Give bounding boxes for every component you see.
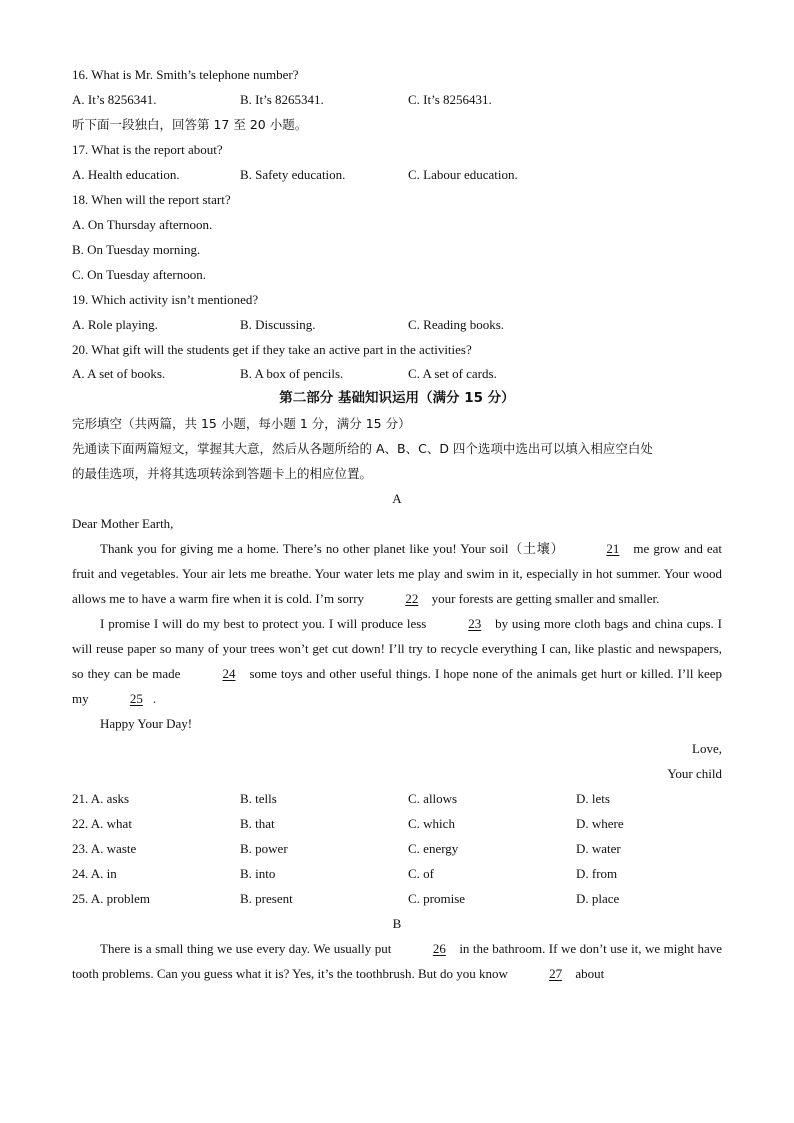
paragraph-text: There is a small thing we use every day. We usually put xyxy=(100,941,392,956)
paragraph-text: some toys and other useful things. I hope none of the animals get hurt or killed. I’ll keep my xyxy=(72,666,723,706)
option-b: B. Discussing. xyxy=(240,317,316,332)
paragraph-text: your forests are getting smaller and smaller. xyxy=(431,591,660,606)
paragraph-text: . xyxy=(152,691,157,706)
option-a: 23. A. waste xyxy=(72,841,137,856)
option-b: B. tells xyxy=(240,791,277,806)
option-b: B. power xyxy=(240,841,288,856)
paragraph-text: by using more cloth bags and china cups. I will reuse paper so many of your trees won’t get cut down! I’ll try to recycle everything I can, like plastic and newspapers, so they can be made xyxy=(72,616,722,681)
question-16-options xyxy=(72,87,722,112)
paragraph-text: in the bathroom. If we don’t use it, we might have tooth problems. Can you guess what it is? Yes, it’s the toothbrush. But do you know xyxy=(72,941,723,981)
cloze-heading: 完形填空（共两篇，共 15 小题，每小题 1 分，满分 15 分） xyxy=(72,416,411,431)
question-18-stem: 18. When will the report start? xyxy=(72,192,231,207)
option-b: B. A box of pencils. xyxy=(240,366,344,381)
option-a: 22. A. what xyxy=(72,816,132,831)
option-d: D. where xyxy=(576,816,624,831)
question-24-options xyxy=(72,861,722,886)
passage-a-paragraph-1 xyxy=(72,536,722,611)
blank-27: 27 xyxy=(549,966,563,981)
blank-25: 25 xyxy=(129,691,143,706)
option-b: B. On Tuesday morning. xyxy=(72,242,201,257)
letter-sign-child: Your child xyxy=(667,766,722,781)
option-d: D. from xyxy=(576,866,618,881)
paragraph-text: about xyxy=(575,966,605,981)
option-a: A. Role playing. xyxy=(72,317,158,332)
question-16-stem: 16. What is Mr. Smith’s telephone number? xyxy=(72,67,299,82)
blank-26: 26 xyxy=(432,941,446,956)
option-a: 21. A. asks xyxy=(72,791,130,806)
cloze-instruction-line-1: 先通读下面两篇短文，掌握其大意，然后从各题所给的 A、B、C、D 四个选项中选出可以填入相应空白处 xyxy=(72,441,653,456)
question-20-stem: 20. What gift will the students get if they take an active part in the activities? xyxy=(72,342,472,357)
blank-21: 21 xyxy=(606,541,620,556)
question-17-options xyxy=(72,162,722,187)
passage-b-label: B xyxy=(392,916,402,931)
option-a: A. On Thursday afternoon. xyxy=(72,217,213,232)
passage-a-paragraph-2 xyxy=(72,611,722,711)
option-c: C. Reading books. xyxy=(408,317,505,332)
letter-closing: Happy Your Day! xyxy=(100,716,193,731)
question-23-options xyxy=(72,836,722,861)
passage-a-label: A xyxy=(392,491,402,506)
option-c: C. which xyxy=(408,816,455,831)
question-17-stem: 17. What is the report about? xyxy=(72,142,223,157)
question-22-options xyxy=(72,811,722,836)
option-b: B. present xyxy=(240,891,293,906)
option-a: A. Health education. xyxy=(72,167,180,182)
letter-sign-love: Love, xyxy=(692,741,722,756)
option-d: D. water xyxy=(576,841,621,856)
option-c: C. of xyxy=(408,866,434,881)
question-19-options xyxy=(72,312,722,337)
paragraph-text: me grow and eat fruit and vegetables. Your air lets me breathe. Your water lets me play and swim in it, especially in hot summer. Your wood allows me to have a warm fire when it is cold. I’m sorry xyxy=(72,541,723,606)
option-a: 24. A. in xyxy=(72,866,117,881)
option-c: C. A set of cards. xyxy=(408,366,497,381)
option-a: A. It’s 8256341. xyxy=(72,92,157,107)
section-title: 第二部分 基础知识运用（满分 15 分） xyxy=(279,390,515,406)
cloze-instruction-line-2: 的最佳选项，并将其选项转涂到答题卡上的相应位置。 xyxy=(72,466,373,481)
option-d: D. place xyxy=(576,891,620,906)
option-b: B. It’s 8265341. xyxy=(240,92,324,107)
question-25-options xyxy=(72,886,722,911)
blank-22: 22 xyxy=(405,591,419,606)
question-19-stem: 19. Which activity isn’t mentioned? xyxy=(72,292,259,307)
option-c: C. It’s 8256431. xyxy=(408,92,492,107)
passage-b-paragraph-1 xyxy=(72,936,722,986)
blank-24: 24 xyxy=(222,666,236,681)
option-c: C. On Tuesday afternoon. xyxy=(72,267,206,282)
option-a: 25. A. problem xyxy=(72,891,150,906)
paragraph-text: Thank you for giving me a home. There’s no other planet like you! Your soil（土壤） xyxy=(100,541,565,556)
question-21-options xyxy=(72,786,722,811)
blank-23: 23 xyxy=(468,616,482,631)
paragraph-text: I promise I will do my best to protect you. I will produce less xyxy=(100,616,427,631)
question-20-options xyxy=(72,362,722,386)
option-c: C. allows xyxy=(408,791,458,806)
option-c: C. Labour education. xyxy=(408,167,518,182)
monologue-instruction: 听下面一段独白，回答第 17 至 20 小题。 xyxy=(72,117,308,132)
option-d: D. lets xyxy=(576,791,610,806)
exam-page xyxy=(72,62,722,986)
option-c: C. energy xyxy=(408,841,459,856)
option-b: B. into xyxy=(240,866,276,881)
option-b: B. that xyxy=(240,816,275,831)
option-c: C. promise xyxy=(408,891,466,906)
letter-greeting: Dear Mother Earth, xyxy=(72,516,174,531)
option-a: A. A set of books. xyxy=(72,366,166,381)
option-b: B. Safety education. xyxy=(240,167,346,182)
